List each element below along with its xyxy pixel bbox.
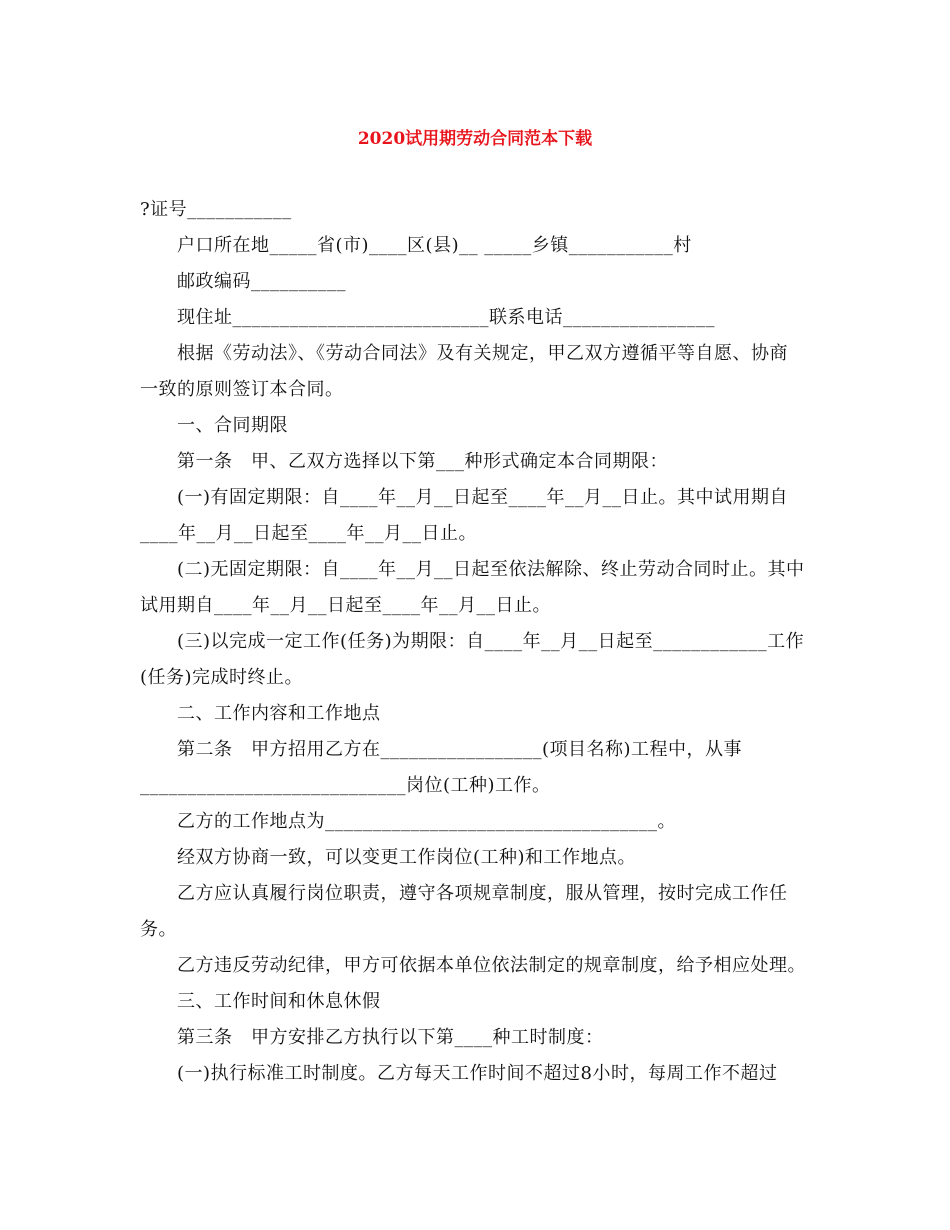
paragraph-line: (二)无固定期限：自____年__月__日起至依法解除、终止劳动合同时止。其中	[177, 559, 805, 580]
paragraph-line: 一致的原则签订本合同。	[140, 379, 344, 400]
section-heading: 一、合同期限	[177, 415, 288, 436]
paragraph-line: (三)以完成一定工作(任务)为期限：自____年__月__日起至____________工作	[177, 631, 805, 652]
article-line: 第二条 甲方招用乙方在_________________(项目名称)工程中，从事	[177, 739, 743, 760]
paragraph-line: ____年__月__日起至____年__月__日止。	[140, 523, 477, 544]
section-heading: 二、工作内容和工作地点	[177, 703, 381, 724]
paragraph-line: ____________________________岗位(工种)工作。	[140, 775, 551, 796]
paragraph-line: (一)有固定期限：自____年__月__日起至____年__月__日止。其中试用期自	[177, 487, 789, 508]
id-number-line: ?证号___________	[140, 199, 292, 220]
document-title: 2020试用期劳动合同范本下载	[357, 129, 593, 149]
paragraph-line: 乙方违反劳动纪律，甲方可依据本单位依法制定的规章制度，给予相应处理。	[177, 955, 806, 976]
paragraph-line: 乙方应认真履行岗位职责，遵守各项规章制度，服从管理，按时完成工作任	[177, 883, 788, 904]
paragraph-line: (任务)完成时终止。	[140, 667, 304, 688]
current-address-line: 现住址___________________________联系电话________________	[177, 307, 715, 328]
article-line: 第三条 甲方安排乙方执行以下第____种工时制度：	[177, 1027, 604, 1048]
paragraph-line: 乙方的工作地点为___________________________________。	[177, 811, 676, 832]
paragraph-line: 试用期自____年__月__日起至____年__月__日止。	[140, 595, 551, 616]
paragraph-line: 务。	[140, 919, 177, 940]
article-line: 第一条 甲、乙双方选择以下第___种形式确定本合同期限：	[177, 451, 668, 472]
section-heading: 三、工作时间和休息休假	[177, 991, 381, 1012]
postal-code-line: 邮政编码__________	[177, 271, 346, 292]
paragraph-line: 经双方协商一致，可以变更工作岗位(工种)和工作地点。	[177, 847, 637, 868]
household-address-line: 户口所在地_____省(市)____区(县)__ _____乡镇___________村	[177, 235, 692, 256]
paragraph-line: (一)执行标准工时制度。乙方每天工作时间不超过8小时，每周工作不超过	[177, 1063, 778, 1084]
paragraph-line: 根据《劳动法》、《劳动合同法》及有关规定，甲乙双方遵循平等自愿、协商	[177, 343, 788, 364]
